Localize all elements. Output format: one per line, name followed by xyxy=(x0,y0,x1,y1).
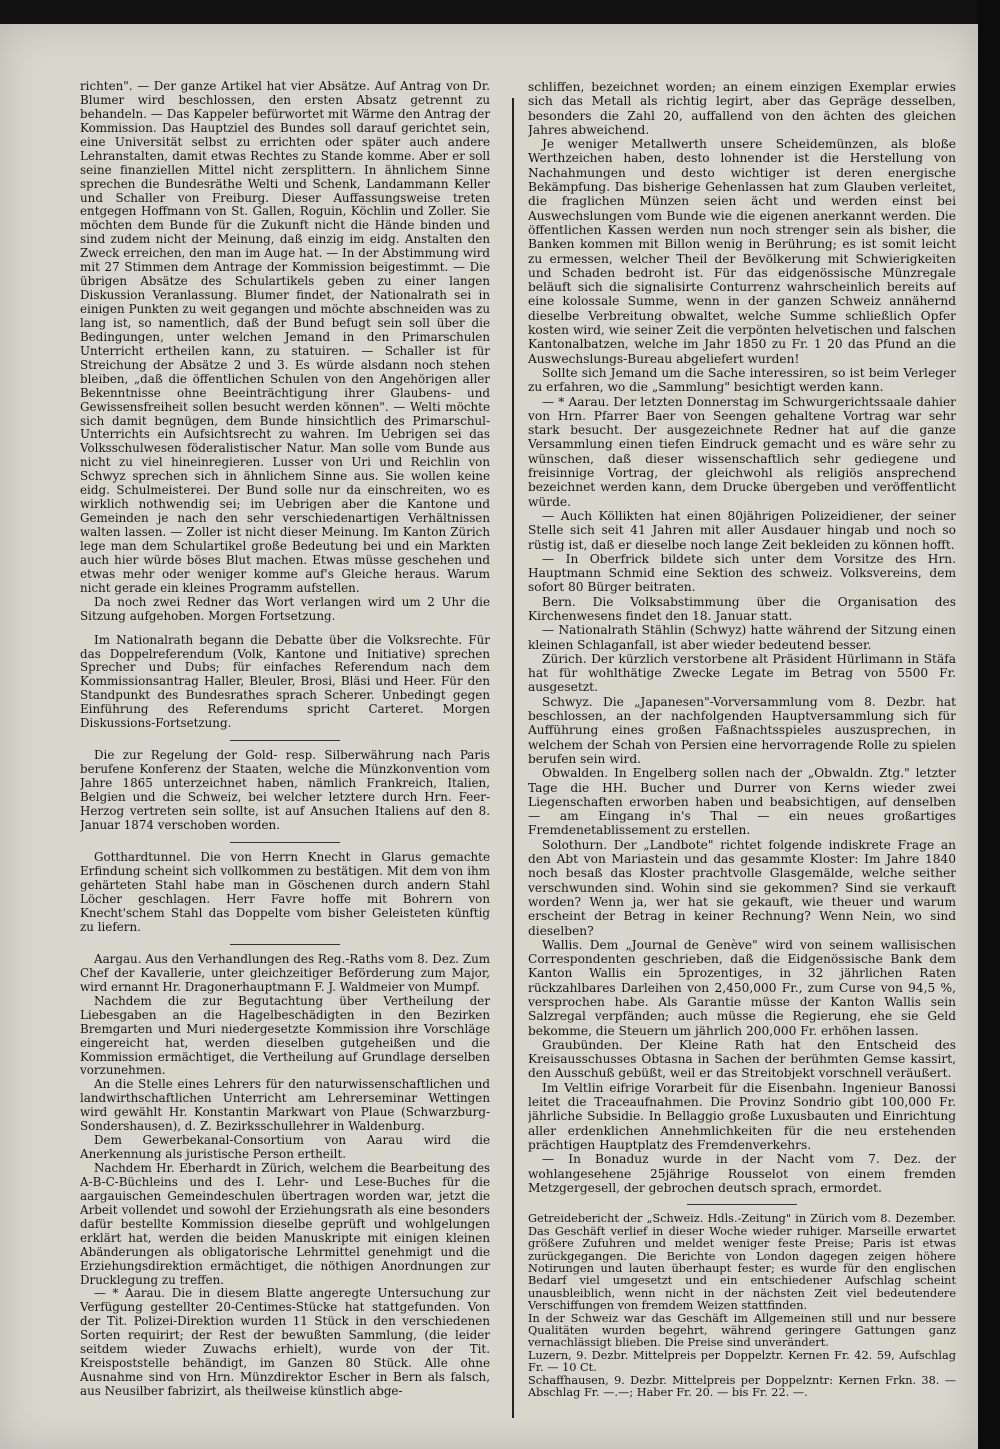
article-aarau-muenzen: — * Aarau. Die in diesem Blatte angeregte Untersuchung zur Verfügung gestellter 20-Centimes-Stücke hat stattgefunden. Von der Tit. Polizei-Direktion wurden 11 Stück in den verschiedenen Sorten requirirt; der Rest der bewußten Sammlung, (die leider seitdem wieder Zuwachs erhielt), wurde von der Tit. Kreispoststelle behändigt, im Ganzen 80 Stück. Alle ohne Ausnahme sind von Hrn. Münzdirektor Escher in Bern als falsch, aus Neusilber fabrizirt, als theilweise künstlich abge- xyxy=(80,1286,490,1398)
article-obwalden: Obwalden. In Engelberg sollen nach der „Obwaldn. Ztg." letzter Tage die HH. Bucher und Durrer von Kerns wieder zwei Liegenschaften erworben haben und beabsichtigen, auf denselben — am Eingang in's Thal — ein neues großartiges Fremdenetablissement zu erstellen. xyxy=(528,766,956,838)
article-oberfrick: — In Oberfrick bildete sich unter dem Vorsitze des Hrn. Hauptmann Schmid eine Sektion des schweiz. Volksvereins, dem sofort 80 Bürger beitraten. xyxy=(528,551,956,595)
article-lehrerseminar: An die Stelle eines Lehrers für den naturwissenschaftlichen und landwirthschaftlichen Unterricht am Lehrerseminar Wettingen wird gewählt Hr. Konstantin Markwart von Plaue (Schwarzburg-Sondershausen), d. Z. Bezirksschullehrer in Waldenburg. xyxy=(80,1077,490,1134)
section-divider xyxy=(230,740,340,741)
getreidebericht-intro: Getreidebericht der „Schweiz. Hdls.-Zeitung" in Zürich vom 8. Dezember. Das Geschäft verlief in dieser Woche wieder ruhiger. Marseille erwartet größere Zufuhren und meldet weniger feste Preise; Paris ist etwas zurückgegangen. Die Berichte von London dagegen zeigen höhere Notirungen und lauten überhaupt fester; es wurde für den englischen Bedarf viel umgesetzt und ein entschiedener Aufschlag scheint unausbleiblich, wenn nicht in der nächsten Zeit viel bedeutendere Verschiffungen von fremdem Weizen stattfinden. xyxy=(528,1212,956,1313)
getreidebericht-luzern: Luzern, 9. Dezbr. Mittelpreis per Doppelztr. Kernen Fr. 42. 59, Aufschlag Fr. — 10 Ct. xyxy=(528,1348,956,1375)
article-gotthardtunnel: Gotthardtunnel. Die von Herrn Knecht in Glarus gemachte Erfindung scheint sich vollkommen zu bestätigen. Mit dem von ihm gehärteten Stahl habe man in Göschenen durch andern Stahl Löcher geschlagen. Herr Favre hoffe mit Bohrern von Knecht'schem Stahl das Doppelte vom bisher Geleisteten künftig zu liefern. xyxy=(80,850,490,934)
article-aargau-regrath: Aargau. Aus den Verhandlungen des Reg.-Raths vom 8. Dez. Zum Chef der Kavallerie, unter gleichzeitiger Beförderung zum Major, wird ernannt Hr. Dragonerhauptmann F. J. Waldmeier von Mumpf. xyxy=(80,951,490,994)
article-graubuenden: Graubünden. Der Kleine Rath hat den Entscheid des Kreisausschusses Obtasna in Sachen der berühmten Gemse kassirt, den Ausschuß gebüßt, weil er das Streitobjekt vorschnell veräußert. xyxy=(528,1037,956,1081)
getreidebericht xyxy=(528,1213,956,1399)
article-schulartikel: richten". — Der ganze Artikel hat vier Absätze. Auf Antrag von Dr. Blumer wird beschlossen, den ersten Absatz getrennt zu behandeln. — Das Kappeler befürwortet mit Wärme den Antrag der Kommission. Das Hauptziel des Bundes soll darauf gerichtet sein, eine Universität selbst zu errichten oder später auch andere Lehranstalten, damit etwas Rechtes zu Stande komme. Aber er soll seine finanziellen Mittel nicht zersplittern. In ähnlichem Sinne sprechen die Bundesräthe Welti und Schenk, Landammann Keller und Schaller von Freiburg. Dieser Auffassungsweise treten entgegen Hoffmann von St. Gallen, Roguin, Köchlin und Zoller. Sie möchten dem Bunde für die Zukunft nicht die Hände binden und sind zudem nicht der Meinung, daß einzig im eidg. Anstalten den Zweck erreichen, den man im Auge hat. — In der Abstimmung wird mit 27 Stimmen dem Antrage der Kommission beigestimmt. — Die übrigen Absätze des Schulartikels geben zu einer langen Diskussion Veranlassung. Blumer findet, der Nationalrath sei in einigen Punkten zu weit gegangen und möchte abschneiden was zu lang ist, so namentlich, daß der Bund befugt sein soll über die Bedingungen, unter welchen Jemand in den Primarschulen Unterricht ertheilen kann, zu statuiren. — Schaller ist für Streichung der Absätze 2 und 3. Es würde alsdann noch stehen bleiben, „daß die öffentlichen Schulen von den Angehörigen aller Bekenntnisse ohne Beeinträchtigung ihrer Glaubens- und Gewissensfreiheit sollen besucht werden können". — Welti möchte sich damit begnügen, dem Bunde hinsichtlich des Primarschul-Unterrichts ein Aufsichtsrecht zu wahren. Im Uebrigen sei das Volksschulwesen föderalistischer Natur. Man solle vom Bunde aus nicht zu viel hineinregieren. Lusser von Uri und Reichlin von Schwyz sprechen sich in ähnlichem Sinne aus. Sie wollen keine eidg. Schulmeisterei. Der Bund solle nur da einschreiten, wo es wirklich nothwendig sei; im Uebrigen aber die Kantone und Gemeinden je nach den sehr verschiedenartigen Verhältnissen walten lassen. — Zoller ist nicht dieser Meinung. Im Kanton Zürich lege man dem Schulartikel große Bedeutung bei und ein Markten auch hier würde böses Blut machen. Etwas müsse geschehen und etwas mehr oder weniger komme auf's Gleiche heraus. Warum nicht gerade ein kleines Programm aufstellen. xyxy=(80,80,490,595)
article-staehlin: — Nationalrath Stählin (Schwyz) hatte während der Sitzung einen kleinen Schlaganfall, ist aber wieder bedeutend besser. xyxy=(528,623,956,652)
article-muenzkonferenz: Die zur Regelung der Gold- resp. Silberwährung nach Paris berufene Konferenz der Staaten, welche die Münzkonvention vom Jahre 1865 unterzeichnet haben, nämlich Frankreich, Italien, Belgien und die Schweiz, bei welcher letztere durch Hrn. Feer-Herzog vertreten sein sollte, ist auf Ansuchen Italiens auf den 8. Januar 1874 verschoben worden. xyxy=(80,748,490,832)
article-aarau-vortrag: — * Aarau. Der letzten Donnerstag im Schwurgerichtssaale dahier von Hrn. Pfarrer Baer von Seengen gehaltene Vortrag war sehr stark besucht. Der ausgezeichnete Redner hat auf die ganze Versammlung einen tiefen Eindruck gemacht und es wäre sehr zu wünschen, daß dieser wissenschaftlich sehr gediegene und freisinnige Vortrag, der gleichwohl als religiös ansprechend bezeichnet werden kann, dem Drucke übergeben und veröffentlicht würde. xyxy=(528,394,956,509)
article-liebesgaben: Nachdem die zur Begutachtung über Vertheilung der Liebesgaben an die Hagelbeschädigten in den Bezirken Bremgarten und Muri niedergesetzte Kommission ihre Vorschläge eingereicht hat, werden dieselben gutgeheißen und die Kommission ermächtiget, die Vertheilung auf Grundlage derselben vorzunehmen. xyxy=(80,993,490,1078)
newspaper-page xyxy=(0,24,978,1449)
article-solothurn: Solothurn. Der „Landbote" richtet folgende indiskrete Frage an den Abt von Mariastein und das gesammte Kloster: Im Jahre 1840 noch besaß das Kloster prachtvolle Glasgemälde, welche seither verschwunden sind. Wohin sind sie gekommen? Sind sie verkauft worden? Wenn ja, wer hat sie gekauft, wie theuer und warum erscheint der Betrag in keiner Rechnung? Wenn Nein, wo sind dieselben? xyxy=(528,837,956,938)
article-wallis: Wallis. Dem „Journal de Genève" wird von seinem wallisischen Correspondenten geschrieben, daß die Eidgenössische Bank dem Kanton Wallis ein 5prozentiges, in 32 jährlichen Raten rückzahlbares Darleihen von 2,450,000 Fr., zum Curse von 94,5 %, versprochen habe. Als Garantie müsse der Kanton Wallis sein Salzregal verpfänden; auch müsse die Regierung, ehe sie Geld bekomme, die Steuern um jährlich 200,000 Fr. erhöhen lassen. xyxy=(528,937,956,1038)
article-bonaduz: — In Bonaduz wurde in der Nacht vom 7. Dez. der wohlangesehene 25jährige Rousselot von einem fremden Metzgergesell, der gebrochen deutsch sprach, ermordet. xyxy=(528,1152,956,1195)
article-bern: Bern. Die Volksabstimmung über die Organisation des Kirchenwesens findet den 18. Januar statt. xyxy=(528,594,956,623)
article-nationalrath: Im Nationalrath begann die Debatte über die Volksrechte. Für das Doppelreferendum (Volk, Kantone und Initiative) sprechen Sprecher und Dubs; für einfaches Referendum nach dem Kommissionsantrag Haller, Bleuler, Brosi, Bläsi und Heer. Für den Standpunkt des Bundesrathes sprach Scherer. Unbedingt gegen Einführung des Referendums spricht Carteret. Morgen Diskussions-Fortsetzung. xyxy=(80,632,490,731)
article-koelliken: — Auch Köllikten hat einen 80jährigen Polizeidiener, der seiner Stelle sich seit 41 Jahren mit aller Ausdauer hingab und noch so rüstig ist, daß er dieselbe noch lange Zeit bekleiden zu können hofft. xyxy=(528,508,956,552)
column-divider xyxy=(512,98,514,1418)
section-divider xyxy=(230,842,340,843)
section-divider xyxy=(230,944,340,945)
section-divider xyxy=(687,1204,797,1205)
getreidebericht-schweiz: In der Schweiz war das Geschäft im Allgemeinen still und nur bessere Qualitäten wurden begehrt, während geringere Gattungen ganz vernachlässigt blieben. Die Preise sind unverändert. xyxy=(528,1311,956,1350)
article-scheidemuenzen: Je weniger Metallwerth unsere Scheidemünzen, als bloße Werthzeichen haben, desto lohnender ist die Herstellung von Nachahmungen und desto wichtiger ist deren energische Bekämpfung. Das bisherige Gehenlassen hat zum Glauben verleitet, die fraglichen Münzen seien ächt und werden einst bei Auswechslungen vom Bunde wie die eigenen anerkannt werden. Die öffentlichen Kassen werden nun noch strenger sein als bisher, die Banken kommen mit Billon wenig in Berührung; es ist somit leicht zu ermessen, welcher Theil der Bevölkerung mit Schwierigkeiten und Schaden bedroht ist. Für das eidgenössische Münzregale beläuft sich die signalisirte Conturrenz wahrscheinlich bereits auf eine kolossale Summe, wenn in der ganzen Schweiz annähernd dieselbe Verbreitung obwaltet, welche Summe schließlich Opfer kosten wird, wie seiner Zeit die verpönten helvetischen und falschen Kantonalbatzen, welche im Jahr 1850 zu Fr. 1 20 das Pfund an die Auswechslungs-Bureau abgeliefert wurden! xyxy=(528,137,956,366)
article-muenzen-cont: schliffen, bezeichnet worden; an einem einzigen Exemplar erwies sich das Metall als richtig legirt, aber das Gepräge desselben, besonders die Zahl 20, auffallend von den ächten des gleichen Jahres abweichend. xyxy=(528,80,956,137)
left-column xyxy=(80,80,490,1410)
getreidebericht-schaffhausen: Schaffhausen, 9. Dezbr. Mittelpreis per Doppelzntr: Kernen Frkn. 38. — Abschlag Fr. —.—; Haber Fr. 20. — bis Fr. 22. —. xyxy=(528,1373,956,1400)
article-gewerbekanal: Dem Gewerbekanal-Consortium von Aarau wird die Anerkennung als juristische Person ertheilt. xyxy=(80,1133,490,1162)
article-veltlin: Im Veltlin eifrige Vorarbeit für die Eisenbahn. Ingenieur Banossi leitet die Traceaufnahmen. Die Provinz Sondrio gibt 100,000 Fr. jährliche Subsidie. In Bellaggio große Luxusbauten und Einrichtung aller erdenklichen Annehmlichkeiten für die neu erstehenden prächtigen Hauptplatz des Fremdenverkehrs. xyxy=(528,1080,956,1152)
article-schwyz: Schwyz. Die „Japanesen"-Vorversammlung vom 8. Dezbr. hat beschlossen, an der nachfolgenden Hauptversammlung sich für Aufführung eines großen Faßnachtsspieles auszusprechen, in welchem der Schah von Persien eine hervorragende Rolle zu spielen berufen sein wird. xyxy=(528,694,956,766)
article-sammlung: Sollte sich Jemand um die Sache interessiren, so ist beim Verleger zu erfahren, wo die „Sammlung" besichtigt werden kann. xyxy=(528,365,956,395)
article-zuerich: Zürich. Der kürzlich verstorbene alt Präsident Hürlimann in Stäfa hat für wohlthätige Zwecke Legate im Betrag von 5500 Fr. ausgesetzt. xyxy=(528,651,956,695)
article-sitzung-aufgehoben: Da noch zwei Redner das Wort verlangen wird um 2 Uhr die Sitzung aufgehoben. Morgen Fortsetzung. xyxy=(80,594,490,623)
scan-edge xyxy=(978,0,1000,1449)
article-lehrmittel: Nachdem Hr. Eberhardt in Zürich, welchem die Bearbeitung des A-B-C-Büchleins und des I. Lehr- und Lese-Buches für die aargauischen Gemeindeschulen übertragen worden war, jetzt die Arbeit vollendet und sowohl der Erziehungsrath als eine besonders dafür bestellte Kommission dieselbe geprüft und wohlgelungen erklärt hat, werden die beiden Manuskripte mit einigen kleinen Abänderungen als obligatorische Lehrmittel genehmigt und die Erziehungsdirektion ermächtiget, die nöthigen Anordnungen zur Drucklegung zu treffen. xyxy=(80,1161,490,1287)
right-column xyxy=(528,80,956,1410)
